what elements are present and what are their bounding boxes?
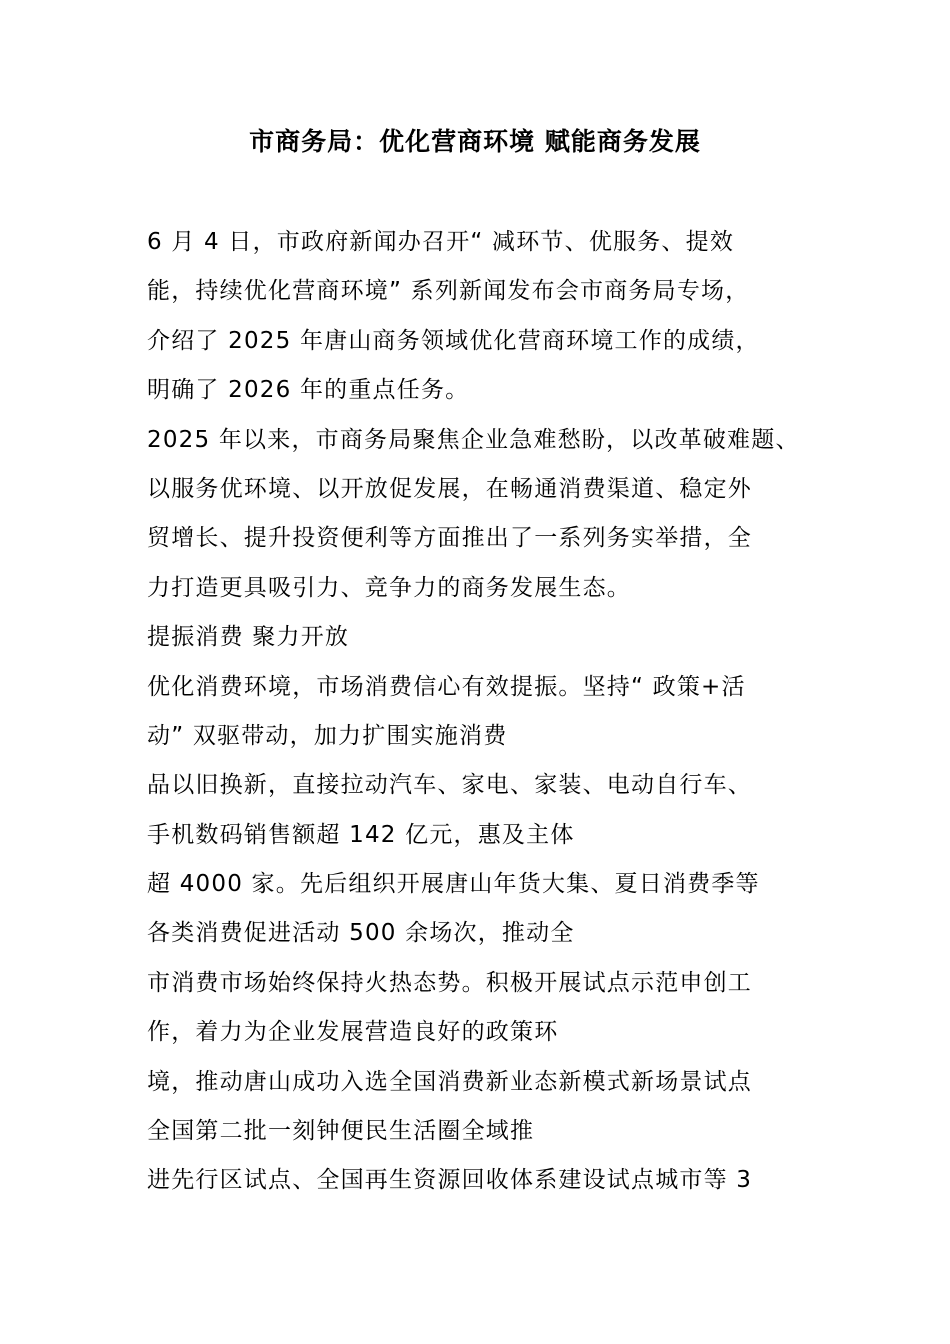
document-body xyxy=(147,218,837,1206)
text-line: 贸增长、提升投资便利等方面推出了一系列务实举措，全 xyxy=(147,525,752,552)
text-line: 进先行区试点、全国再生资源回收体系建设试点城市等 3 xyxy=(147,1167,753,1194)
document-title: 市商务局：优化营商环境 赋能商务发展 xyxy=(249,127,701,156)
text-line: 2025 年以来，市商务局聚焦企业急难愁盼，以改革破难题、 xyxy=(147,426,800,453)
text-line: 手机数码销售额超 142 亿元，惠及主体 xyxy=(147,821,575,848)
text-line: 境，推动唐山成功入选全国消费新业态新模式新场景试点 xyxy=(147,1068,752,1095)
text-line: 超 4000 家。先后组织开展唐山年货大集、夏日消费季等 xyxy=(147,871,760,898)
text-line: 优化消费环境，市场消费信心有效提振。坚持“ 政策+活 xyxy=(147,673,746,700)
text-line: 作，着力为企业发展营造良好的政策环 xyxy=(147,1019,559,1046)
text-line: 介绍了 2025 年唐山商务领域优化营商环境工作的成绩， xyxy=(147,327,760,354)
text-line: 全国第二批一刻钟便民生活圈全域推 xyxy=(147,1118,535,1145)
text-line: 能，持续优化营商环境” 系列新闻发布会市商务局专场， xyxy=(147,278,750,305)
text-line: 品以旧换新，直接拉动汽车、家电、家装、电动自行车、 xyxy=(147,772,752,799)
text-line: 市消费市场始终保持火热态势。积极开展试点示范申创工 xyxy=(147,969,752,996)
text-line: 明确了 2026 年的重点任务。 xyxy=(147,377,470,404)
text-line: 动” 双驱带动，加力扩围实施消费 xyxy=(147,722,508,749)
text-line: 6 月 4 日，市政府新闻办召开“ 减环节、优服务、提效 xyxy=(147,229,735,255)
section-heading: 提振消费 聚力开放 xyxy=(147,624,350,651)
text-line: 以服务优环境、以开放促发展，在畅通消费渠道、稳定外 xyxy=(147,475,752,502)
text-line: 力打造更具吸引力、竞争力的商务发展生态。 xyxy=(147,574,631,601)
text-line: 各类消费促进活动 500 余场次，推动全 xyxy=(147,920,575,947)
